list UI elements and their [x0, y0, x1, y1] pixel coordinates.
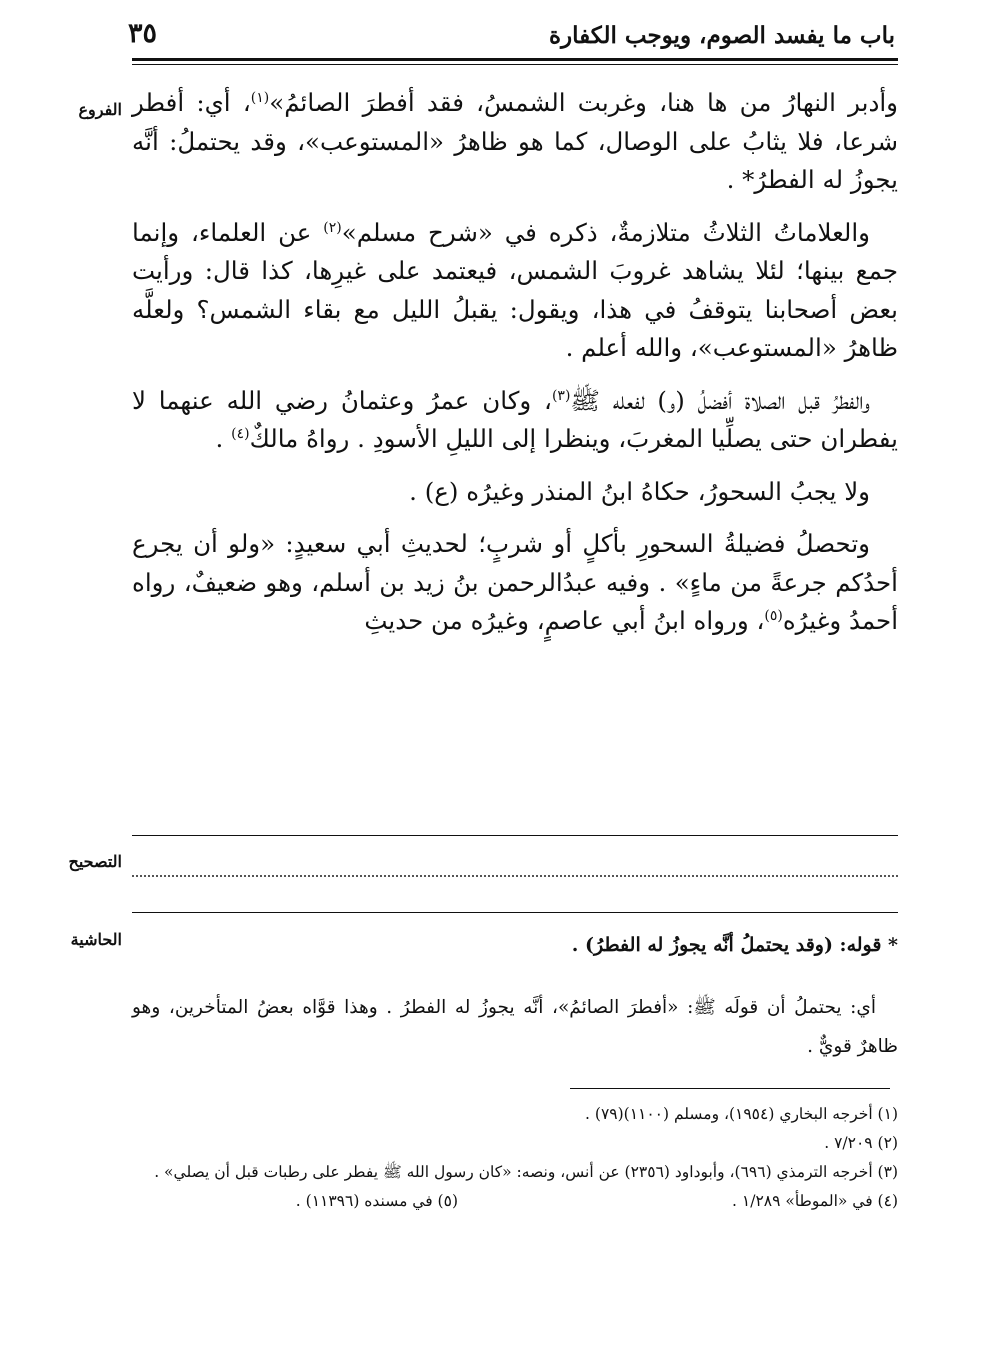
side-label-hashia: الحاشية [70, 930, 122, 949]
tashih-rule-bottom [132, 912, 898, 913]
footnote-3: (٣) أخرجه الترمذي (٦٩٦)، وأبوداود (٢٣٥٦) عن أنس، ونصه: «كان رسول الله ﷺ يفطر على رطبات قبل أن يصلي» . [154, 1163, 898, 1181]
hashia-title: * قوله: (وقد يحتملُ أنَّه يجوزُ له الفطرُ) . [571, 934, 898, 956]
footnote-4: (٤) في «الموطأ» ١/٢٨٩ . [732, 1192, 898, 1210]
page-number: ٣٥ [128, 18, 158, 49]
footnote-ref-4: (٤) [231, 425, 250, 442]
chapter-title: باب ما يفسد الصوم، ويوجب الكفارة [548, 22, 895, 49]
side-label-furoo: الفروع [78, 100, 122, 119]
main-text [132, 84, 898, 655]
p3-text-a: والفطرُ قبل الصلاة أفضلُ (و) لفعله ﷺ [570, 385, 871, 415]
footnote-row-4-5 [132, 1187, 898, 1216]
p5-text-a: وتحصلُ فضيلةُ السحورِ بأكلٍ أو شربٍ؛ لحديثِ أبي سعيدٍ: «ولو أن يجرع أحدُكم جرعةً من ماءٍ» . وفيه عبدُالرحمن بنُ زيد بن أسلم، وهو ضعيفٌ، رواه أحمدُ وغيرُه [132, 529, 898, 635]
footnote-2: (٢) ٧/٢٠٩ . [824, 1134, 898, 1152]
tashih-dotted-line [132, 875, 898, 877]
paragraph-4: ولا يجبُ السحورُ، حكاهُ ابنُ المنذر وغيرُه (ع) . [409, 476, 870, 506]
p3-text-b: ، وكان عمرُ وعثمانُ رضي الله عنهما لا يفطران حتى يصلِّيا المغربَ، وينظرا إلى الليلِ الأسودِ . رواهُ مالكٌ [132, 385, 898, 453]
paragraph-5 [132, 525, 898, 641]
p2-text-a: والعلاماتُ الثلاثُ متلازمةٌ، ذكره في «شرح مسلم» [341, 217, 870, 247]
paragraph-1 [132, 84, 898, 200]
footnote-ref-2: (٢) [323, 219, 342, 236]
footnote-ref-3: (٣) [551, 387, 571, 404]
p2-text-b: عن العلماء، وإنما جمع بينها؛ لئلا يشاهد غروبَ الشمس، فيعتمد على غيرِها، كذا قال: ورأيت بعض أصحابنا يتوقفُ في هذا، ويقول: يقبلُ الليل مع بقاء الشمس؟ ولعلَّه ظاهرُ «المستوعب»، والله أعلم . [132, 217, 898, 362]
p3-text-c: . [215, 424, 232, 453]
paragraph-3 [132, 382, 898, 459]
footnote-1: (١) أخرجه البخاري (١٩٥٤)، ومسلم (١١٠٠)(٧٩) . [585, 1105, 898, 1123]
paragraph-2 [132, 214, 898, 368]
p1-text-b: ، أي: أفطر شرعا، فلا يثابُ على الوصال، كما هو ظاهرُ «المستوعب»، وقد يحتملُ: أنَّه يجوزُ له الفطرُ* . [132, 88, 898, 194]
header-rule-thick [132, 58, 898, 61]
footnote-ref-5: (٥) [764, 607, 783, 624]
side-label-tashih: التصحيح [68, 852, 122, 871]
hashia-text: أي: يحتملُ أن قولَه ﷺ: «أفطرَ الصائمُ»، أنَّه يجوزُ له الفطرُ . وهذا قوَّاه بعضُ المتأخرين، وهو ظاهرٌ قويٌّ . [132, 997, 898, 1057]
footnote-5: (٥) في مسنده (١١٣٩٦) . [295, 1192, 458, 1210]
header-rule-thin [132, 64, 898, 65]
p5-text-b: ، ورواه ابنُ أبي عاصمٍ، وغيرُه من حديثِ [364, 606, 765, 635]
footnote-separator [570, 1088, 890, 1089]
p1-text-a: وأدبر النهارُ من ها هنا، وغربت الشمسُ، فقد أفطرَ الصائمُ» [269, 88, 899, 117]
footnotes [132, 1100, 898, 1216]
tashih-rule-top [132, 835, 898, 836]
footnote-ref-1: (١) [250, 89, 270, 106]
